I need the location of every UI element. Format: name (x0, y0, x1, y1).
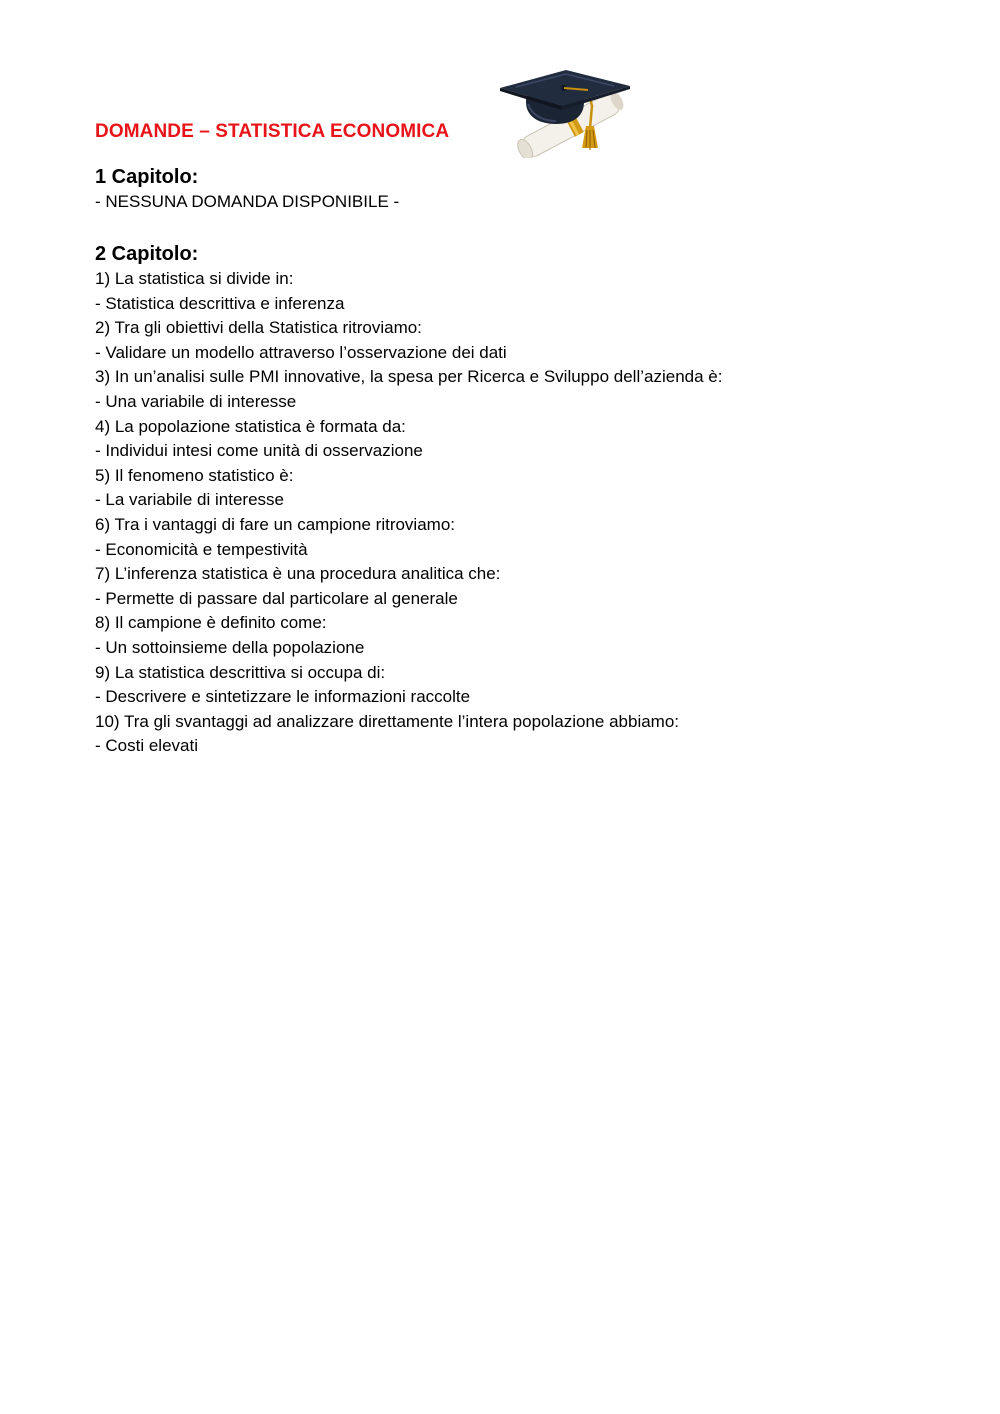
chapter-2-section (95, 241, 722, 759)
question-line: 10) Tra gli svantaggi ad analizzare direttamente l’intera popolazione abbiamo: (95, 711, 680, 731)
question-line: 3) In un’analisi sulle PMI innovative, la spesa per Ricerca e Sviluppo dell’azienda è: (95, 367, 723, 387)
answer-line: - Individui intesi come unità di osservazione (95, 441, 423, 461)
chapter-line: - NESSUNA DOMANDA DISPONIBILE - (95, 192, 400, 211)
answer-line: - Validare un modello attraverso l’osservazione dei dati (95, 342, 507, 362)
answer-line: - La variabile di interesse (95, 490, 284, 510)
question-line: 6) Tra i vantaggi di fare un campione ritroviamo: (95, 514, 456, 534)
answer-line: - Un sottoinsieme della popolazione (95, 637, 365, 657)
answer-line: - Statistica descrittiva e inferenza (95, 293, 345, 313)
chapter-1-section (95, 164, 399, 215)
question-line: 1) La statistica si divide in: (95, 269, 294, 288)
document-title: DOMANDE – STATISTICA ECONOMICA (95, 121, 450, 142)
graduation-cap-diploma-icon (496, 66, 636, 158)
answer-line: - Economicità e tempestività (95, 539, 308, 559)
question-line: 4) La popolazione statistica è formata da: (95, 416, 406, 436)
chapter-heading: 1 Capitolo: (95, 166, 199, 188)
answer-line: - Descrivere e sintetizzare le informazioni raccolte (95, 687, 471, 707)
question-line: 9) La statistica descrittiva si occupa di: (95, 662, 386, 682)
question-line: 8) Il campione è definito come: (95, 613, 327, 633)
question-line: 5) Il fenomeno statistico è: (95, 465, 294, 485)
answer-line: - Costi elevati (95, 736, 198, 756)
question-line: 2) Tra gli obiettivi della Statistica ritroviamo: (95, 318, 422, 338)
chapter-heading: 2 Capitolo: (95, 243, 199, 265)
question-line: 7) L’inferenza statistica è una procedura analitica che: (95, 564, 501, 584)
answer-line: - Una variabile di interesse (95, 391, 297, 411)
answer-line: - Permette di passare dal particolare al generale (95, 588, 458, 608)
